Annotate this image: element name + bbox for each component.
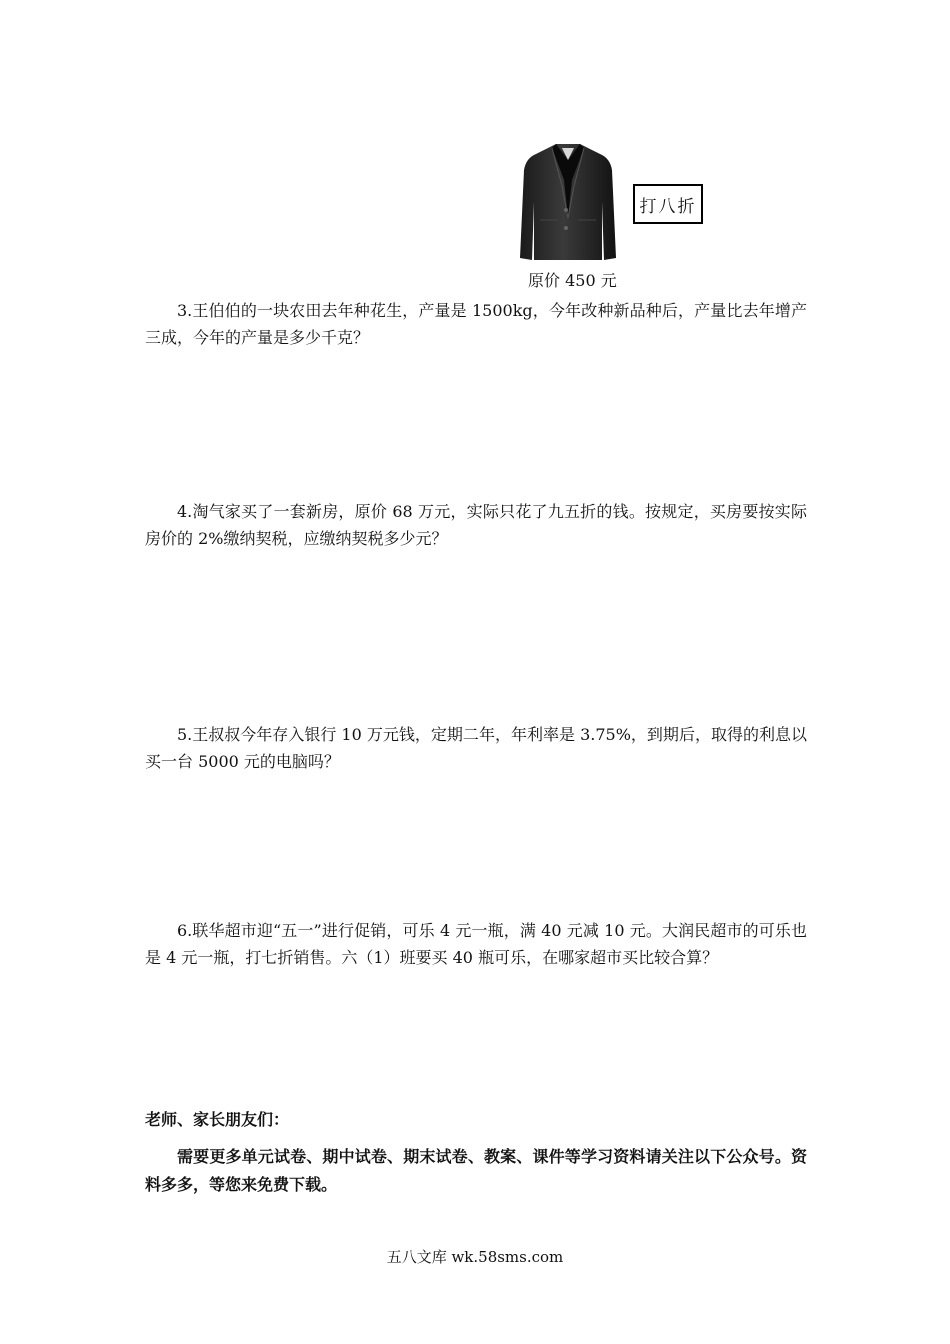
question-3: 3.王伯伯的一块农田去年种花生，产量是 1500kg，今年改种新品种后，产量比去年增产三成，今年的产量是多少千克？ [145, 301, 807, 347]
notice-heading: 老师、家长朋友们： [145, 1110, 290, 1129]
discount-label-box: 打八折 [633, 184, 703, 224]
footer-watermark: 五八文库 wk.58sms.com [386, 1248, 564, 1266]
question-4: 4.淘气家买了一套新房，原价 68 万元，实际只花了九五折的钱。按规定，买房要按实际房价的 2%缴纳契税，应缴纳契税多少元？ [145, 502, 807, 548]
notice-body: 需要更多单元试卷、期中试卷、期末试卷、教案、课件等学习资料请关注以下公众号。资料多多，等您来免费下载。 [145, 1147, 807, 1194]
leather-jacket-image [518, 140, 618, 262]
original-price-caption: 原价 450 元 [528, 271, 617, 290]
question-6: 6.联华超市迎“五一”进行促销，可乐 4 元一瓶，满 40 元减 10 元。大润民超市的可乐也是 4 元一瓶，打七折销售。六（1）班要买 40 瓶可乐，在哪家超市买比较合算？ [145, 921, 807, 967]
question-5: 5.王叔叔今年存入银行 10 万元钱，定期二年，年利率是 3.75%，到期后，取得的利息以买一台 5000 元的电脑吗？ [145, 725, 807, 771]
